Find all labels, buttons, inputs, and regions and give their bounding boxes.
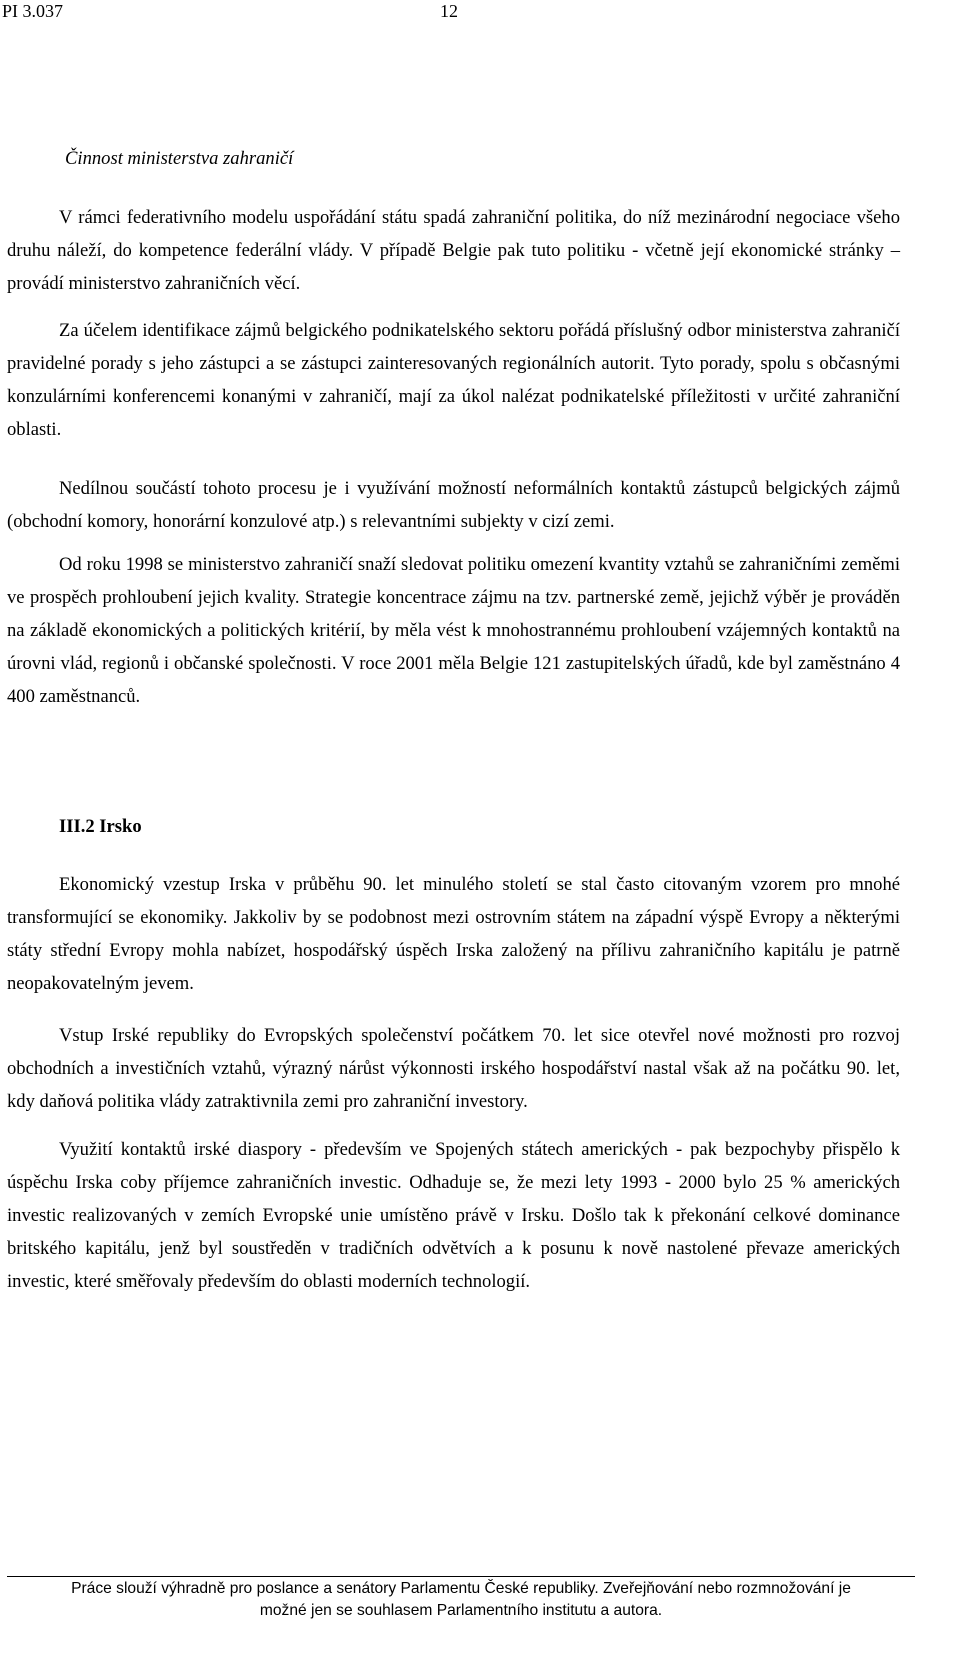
paragraph-belgium-business-consultations: Za účelem identifikace zájmů belgického podnikatelského sektoru pořádá příslušný odbor ministerstva zahraničí pravidelné porady s jeho zástupci a se zástupci zainteresovaných regionálních autorit. Tyto porady, spolu s občasnými konzulárními konferencemi konanými v zahraničí, mají za úkol nalézat podnikatelské příležitosti v určité zahraniční oblasti. <box>7 320 900 440</box>
page-footer <box>7 1578 915 1622</box>
footer-line-1: Práce slouží výhradně pro poslance a senátory Parlamentu České republiky. Zveřejňování nebo rozmnožování je <box>71 1580 851 1597</box>
paragraph-belgium-foreign-policy: V rámci federativního modelu uspořádání státu spadá zahraniční politika, do níž mezinárodní negociace všeho druhu náleží, do kompetence federální vlády. V případě Belgie pak tuto politiku - včetně její ekonomické stránky – provádí ministerstvo zahraničních věcí. <box>7 207 900 294</box>
paragraph-belgium-informal-contacts: Nedílnou součástí tohoto procesu je i využívání možností neformálních kontaktů zástupců belgických zájmů (obchodní komory, honorární konzulové atp.) s relevantními subjekty v cizí zemi. <box>7 478 900 532</box>
document-id: PI 3.037 <box>2 1 64 21</box>
page-number: 12 <box>440 1 458 21</box>
paragraph-ireland-diaspora: Využití kontaktů irské diaspory - především ve Spojených státech amerických - pak bezpochyby přispělo k úspěchu Irska coby příjemce zahraničních investic. Odhaduje se, že mezi lety 1993 - 2000 bylo 25 % amerických investic realizovaných v zemích Evropské unie umístěno právě v Irsku. Došlo tak k překonání celkové dominance britského kapitálu, jenž byl soustředěn v tradičních odvětvích a k posunu k nově nastolené převaze amerických investic, které směřovaly především do oblasti moderních technologií. <box>7 1139 900 1292</box>
section-heading-ireland: III.2 Irsko <box>59 816 142 837</box>
paragraph-ireland-growth: Ekonomický vzestup Irska v průběhu 90. let minulého století se stal často citovaným vzorem pro mnohé transformující se ekonomiky. Jakkoliv by se podobnost mezi ostrovním státem na západní výspě Evropy a některými státy střední Evropy mohla nabízet, hospodářský úspěch Irska založený na přílivu zahraničního kapitálu je patrně neopakovatelným jevem. <box>7 874 900 994</box>
page-header <box>0 0 960 26</box>
footer-divider <box>7 1576 915 1577</box>
paragraph-ireland-ec-accession: Vstup Irské republiky do Evropských společenství počátkem 70. let sice otevřel nové možnosti pro rozvoj obchodních a investičních vztahů, výrazný nárůst výkonnosti irského hospodářství nastal však až na počátku 90. let, kdy daňová politika vlády zatraktivnila zemi pro zahraniční investory. <box>7 1025 900 1112</box>
paragraph-belgium-partner-countries: Od roku 1998 se ministerstvo zahraničí snaží sledovat politiku omezení kvantity vztahů se zahraničními zeměmi ve prospěch prohloubení jejich kvality. Strategie koncentrace zájmu na tzv. partnerské země, jejichž výběr je prováděn na základě ekonomických a politických kritérií, by měla vést k mnohostrannému prohloubení vzájemných kontaktů na úrovni vlád, regionů i občanské společnosti. V roce 2001 měla Belgie 121 zastupitelských úřadů, kde byl zaměstnáno 4 400 zaměstnanců. <box>7 554 900 707</box>
footer-line-2: možné jen se souhlasem Parlamentního institutu a autora. <box>259 1602 663 1619</box>
section-title: Činnost ministerstva zahraničí <box>65 148 294 169</box>
